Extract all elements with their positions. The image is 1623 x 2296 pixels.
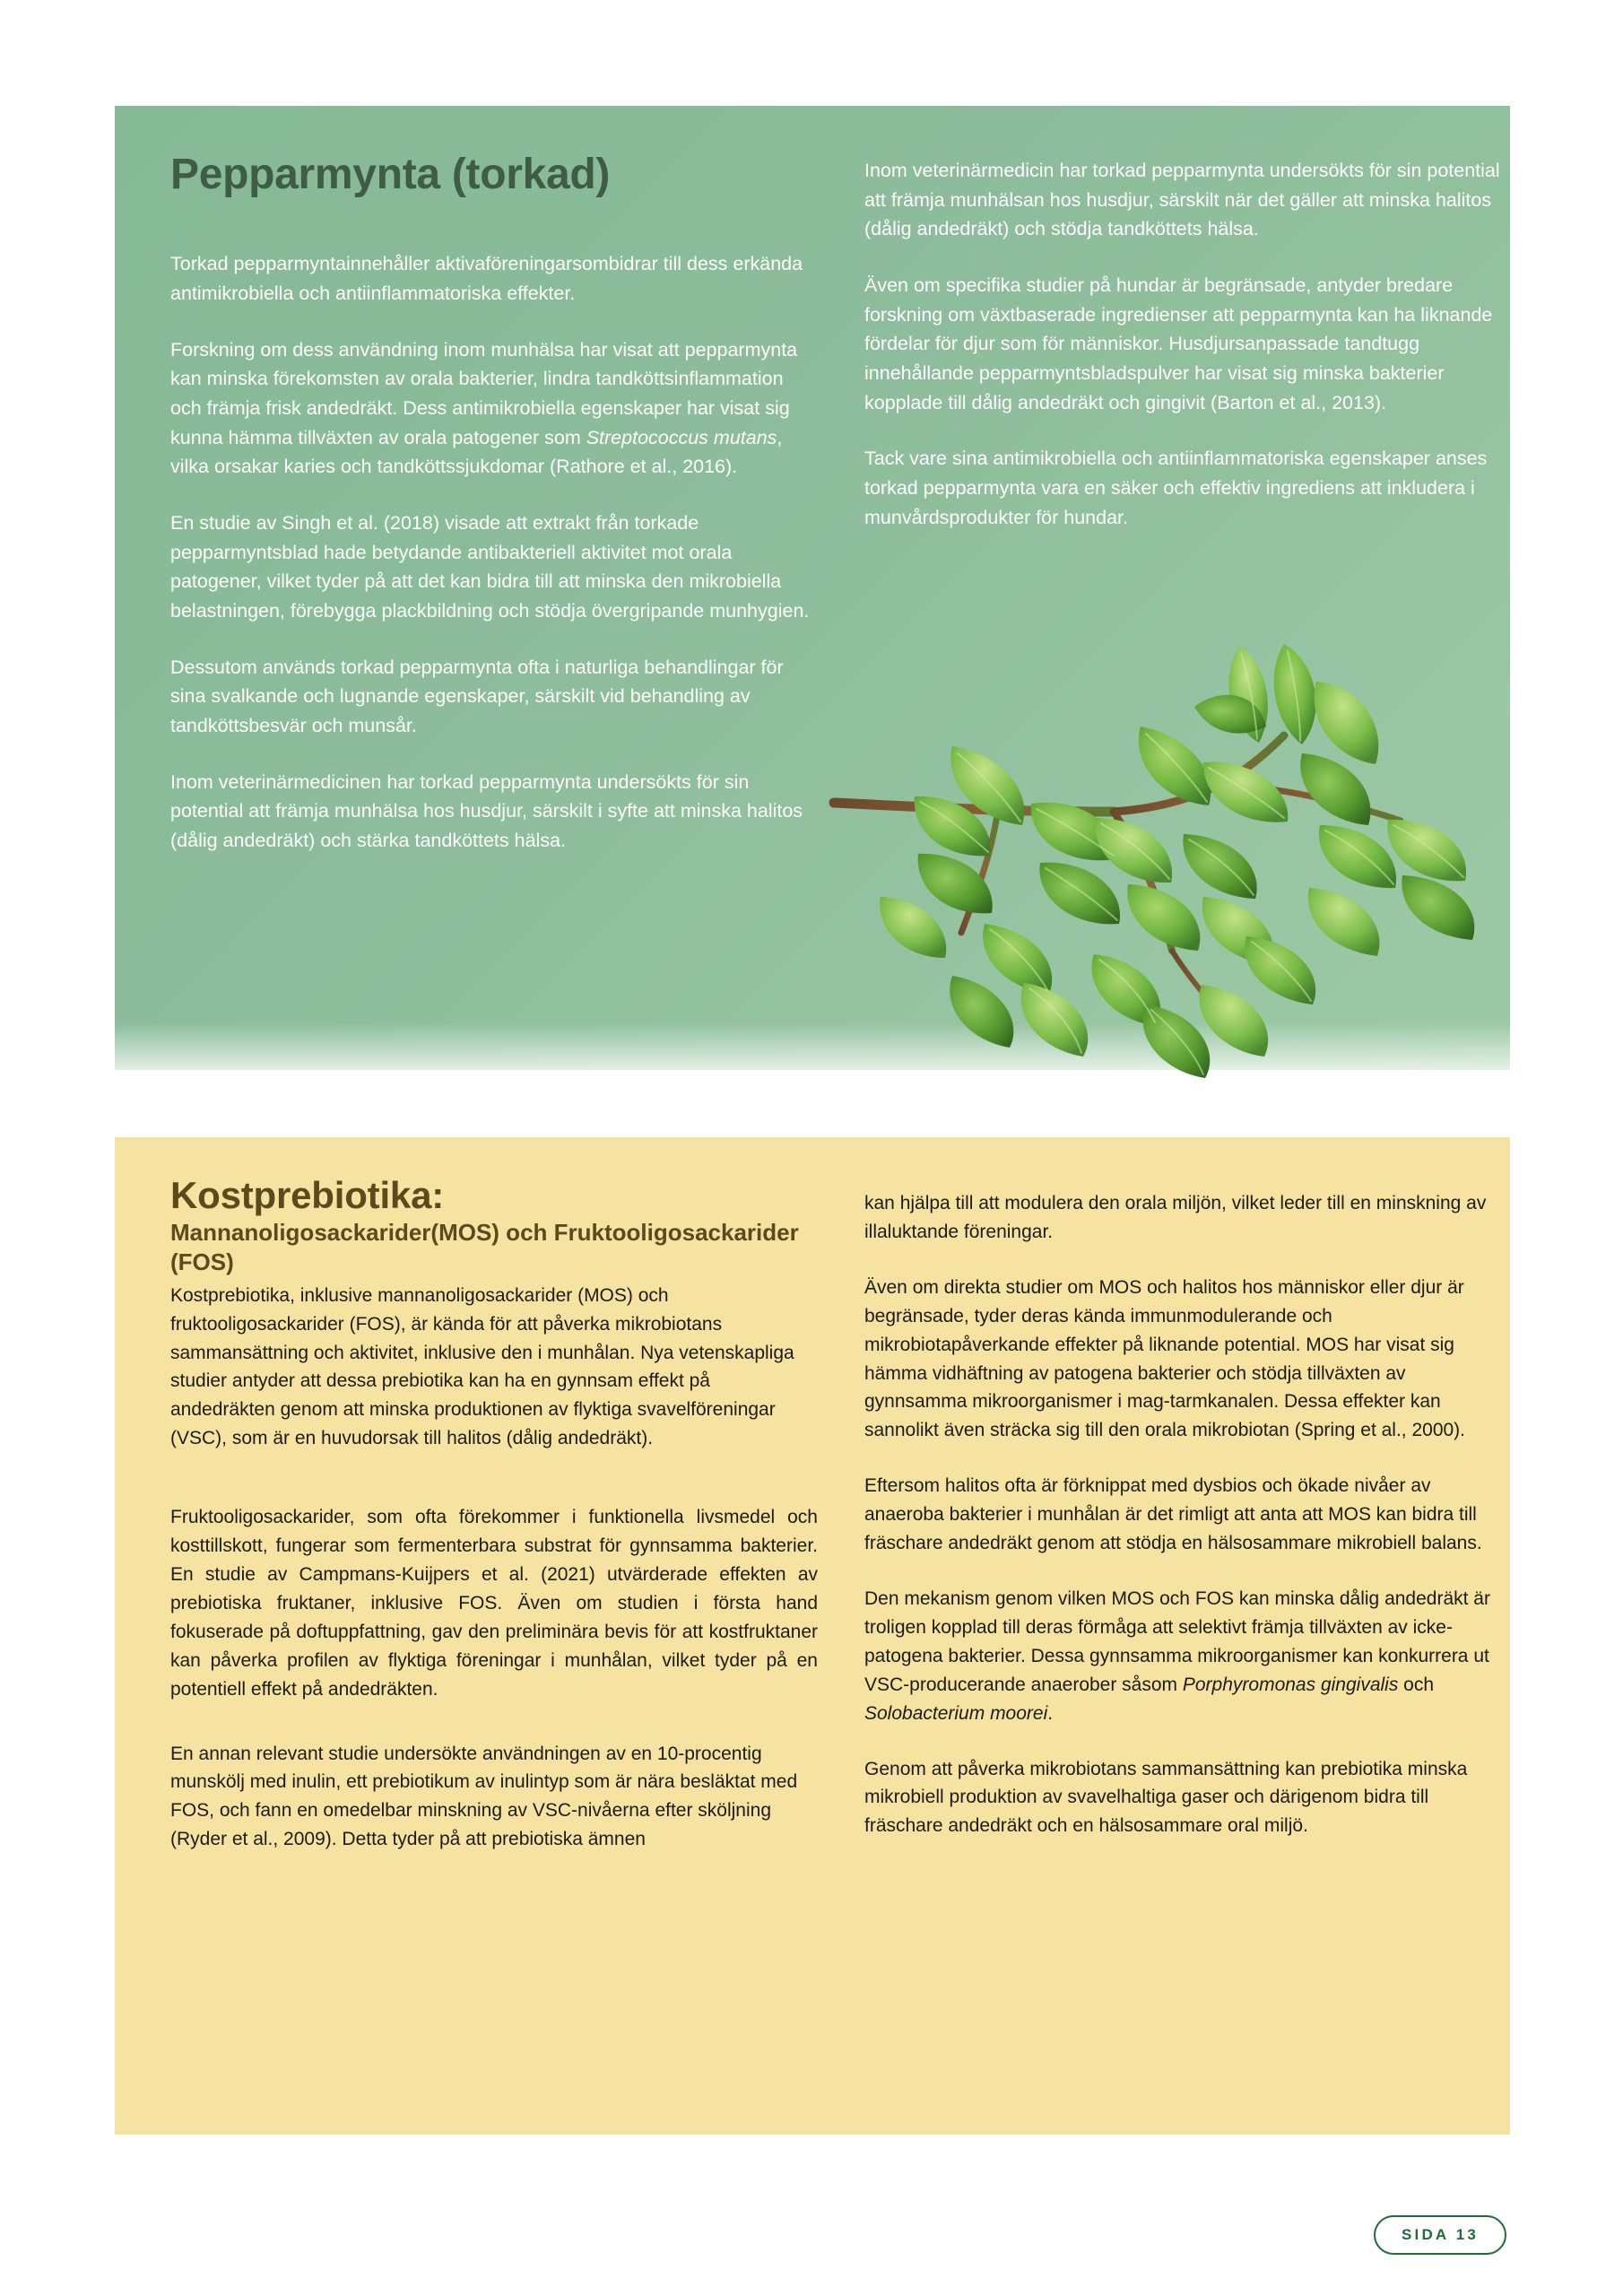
page-number-label: SIDA 13	[1401, 2226, 1480, 2243]
peppermint-paragraph-1: Torkad pepparmyntainnehåller aktivaföreningarsombidrar till dess erkända antimikrobiella och antiinflammatoriska effekter.	[170, 253, 803, 305]
page-number-badge	[1374, 2215, 1506, 2255]
peppermint-vet-paragraph-1: Inom veterinärmedicin har torkad pepparmynta undersökts för sin potential att främja munhälsan hos husdjur, särskilt när det gäller att minska halitos (dålig andedräkt) och stödja tandköttets hälsa.	[864, 160, 1500, 240]
prebiotics-paragraph-3: En annan relevant studie undersökte användningen av en 10-procentig munskölj med inulin, ett prebiotikum av inulintyp som är nära besläktat med FOS, och fann en omedelbar minskning av VSC-nivåerna efter sköljning (Ryder et al., 2009). Detta tyder på att prebiotiska ämnen	[170, 1743, 798, 1850]
peppermint-left-column	[170, 152, 818, 1070]
prebiotics-section	[115, 1137, 1510, 2135]
peppermint-paragraph-5: Inom veterinärmedicinen har torkad pepparmynta undersökts för sin potential att främja munhälsa hos husdjur, särskilt i syfte att minska halitos (dålig andedräkt) och stärka tandköttets hälsa.	[170, 770, 803, 852]
prebiotics-right-column	[864, 1175, 1512, 2135]
peppermint-paragraph-2	[170, 335, 818, 482]
prebiotics-right-paragraph-3: Eftersom halitos ofta är förknippat med dysbios och ökade nivåer av anaeroba bakterier i munhålan är det rimligt att anta att MOS kan bidra till fräschare andedräkt genom att stödja en hälsosammare mikrobiell balans.	[864, 1475, 1482, 1554]
prebiotics-paragraph-2: Fruktooligosackarider, som ofta förekommer i funktionella livsmedel och kosttillskott, fungerar som fermenterbara substrat för gynnsamma bakterier. En studie av Campmans-Kuijpers et al. (2021) utvärderade effekten av prebiotiska fruktaner, inklusive FOS. Även om studien i första hand fokuserade på doftuppfattning, gav den preliminära bevis för att kostfruktaner kan påverka profilen av flyktiga föreningar i munhålan, vilket tyder på en potentiell effekt på andedräkten.	[170, 1507, 818, 1700]
peppermint-paragraph-2-lead: Forskning om dess användning inom munhälsa har visat att pepparmynta kan minska förekomsten av orala bakterier, lindra tandköttsinflammation och främja frisk andedräkt. Dess antimikrobiella egenskaper har visat sig kunna hämma tillväxten av orala patogener som	[170, 338, 798, 448]
prebiotics-paragraph-1: Kostprebiotika, inklusive mannanoligosackarider (MOS) och fruktooligosackarider (FOS), är kända för att påverka mikrobiotans sammansättning och aktivitet, inklusive den i munhålan. Nya vetenskapliga studier antyder att dessa prebiotika kan ha en gynnsam effekt på andedräkten genom att minska produktionen av flyktiga svavelföreningar (VSC), som är en huvudorsak till halitos (dålig andedräkt).	[170, 1284, 794, 1449]
prebiotics-right-paragraph-4-lead: Den mekanism genom vilken MOS och FOS kan minska dålig andedräkt är troligen kopplad till deras förmåga att selektivt främja tillväxten av icke-patogena bakterier. Dessa gynnsamma mikroorganismer kan konkurrera ut VSC-producerande anaerober såsom	[864, 1587, 1490, 1695]
peppermint-section	[115, 106, 1510, 1070]
prebiotics-left-column	[170, 1175, 818, 2135]
prebiotics-right-paragraph-5: Genom att påverka mikrobiotans sammansättning kan prebiotika minska mikrobiell produktion av svavelhaltiga gaser och därigenom bidra till fräschare andedräkt och en hälsosammare oral miljö.	[864, 1758, 1468, 1837]
peppermint-paragraph-3: En studie av Singh et al. (2018) visade att extrakt från torkade pepparmyntsblad hade betydande antibakteriell aktivitet mot orala patogener, vilket tyder på att det kan bidra till att minska den mikrobiella belastningen, förebygga plackbildning och stödja övergripande munhygien.	[170, 512, 810, 622]
section-subtitle: Mannanoligosackarider(MOS) och Fruktooligosackarider (FOS)	[170, 1219, 799, 1276]
species-name-porphyromonas-gingivalis: Porphyromonas gingivalis	[1182, 1674, 1399, 1695]
species-tail: .	[1047, 1702, 1054, 1724]
peppermint-vet-paragraph-3: Tack vare sina antimikrobiella och antiinflammatoriska egenskaper anses torkad pepparmynta vara en säker och effektiv ingrediens att inkludera i munvårdsprodukter för hundar.	[864, 448, 1488, 528]
species-name-solobacterium-moorei: Solobacterium moorei	[864, 1702, 1048, 1724]
peppermint-paragraph-2-tail: , vilka orsakar karies och tandköttssjukdomar (Rathore et al., 2016).	[170, 426, 783, 478]
prebiotics-right-paragraph-1: kan hjälpa till att modulera den orala miljön, vilket leder till en minskning av illaluktande föreningar.	[864, 1193, 1487, 1242]
section-title: Kostprebiotika:	[170, 1174, 445, 1216]
peppermint-right-column	[864, 152, 1510, 1070]
prebiotics-right-paragraph-4	[864, 1585, 1512, 1728]
prebiotics-right-paragraph-2: Även om direkta studier om MOS och halitos hos människor eller djur är begränsade, tyder deras kända immunmodulerande och mikrobiotapåverkande effekter på liknande potential. MOS har visat sig hämma vidhäftning av patogena bakterier och stödja tillväxten av gynnsamma mikroorganismer i mag-tarmkanalen. Dessa effekter kan sannolikt även sträcka sig till den orala mikrobiotan (Spring et al., 2000).	[864, 1276, 1466, 1441]
peppermint-paragraph-4: Dessutom används torkad pepparmynta ofta i naturliga behandlingar för sina svalkande och lugnande egenskaper, särskilt vid behandling av tandköttsbesvär och munsår.	[170, 656, 784, 737]
species-name-streptococcus-mutans: Streptococcus mutans	[586, 426, 777, 448]
species-conjunction: och	[1398, 1674, 1435, 1695]
peppermint-vet-paragraph-2: Även om specifika studier på hundar är begränsade, antyder bredare forskning om växtbaserade ingredienser att pepparmynta kan ha liknande fördelar för djur som för människor. Husdjursanpassade tandtugg innehållande pepparmyntsbladspulver har visat sig minska bakterier kopplade till dålig andedräkt och gingivit (Barton et al., 2013).	[864, 274, 1493, 413]
page-title: Pepparmynta (torkad)	[170, 151, 611, 198]
